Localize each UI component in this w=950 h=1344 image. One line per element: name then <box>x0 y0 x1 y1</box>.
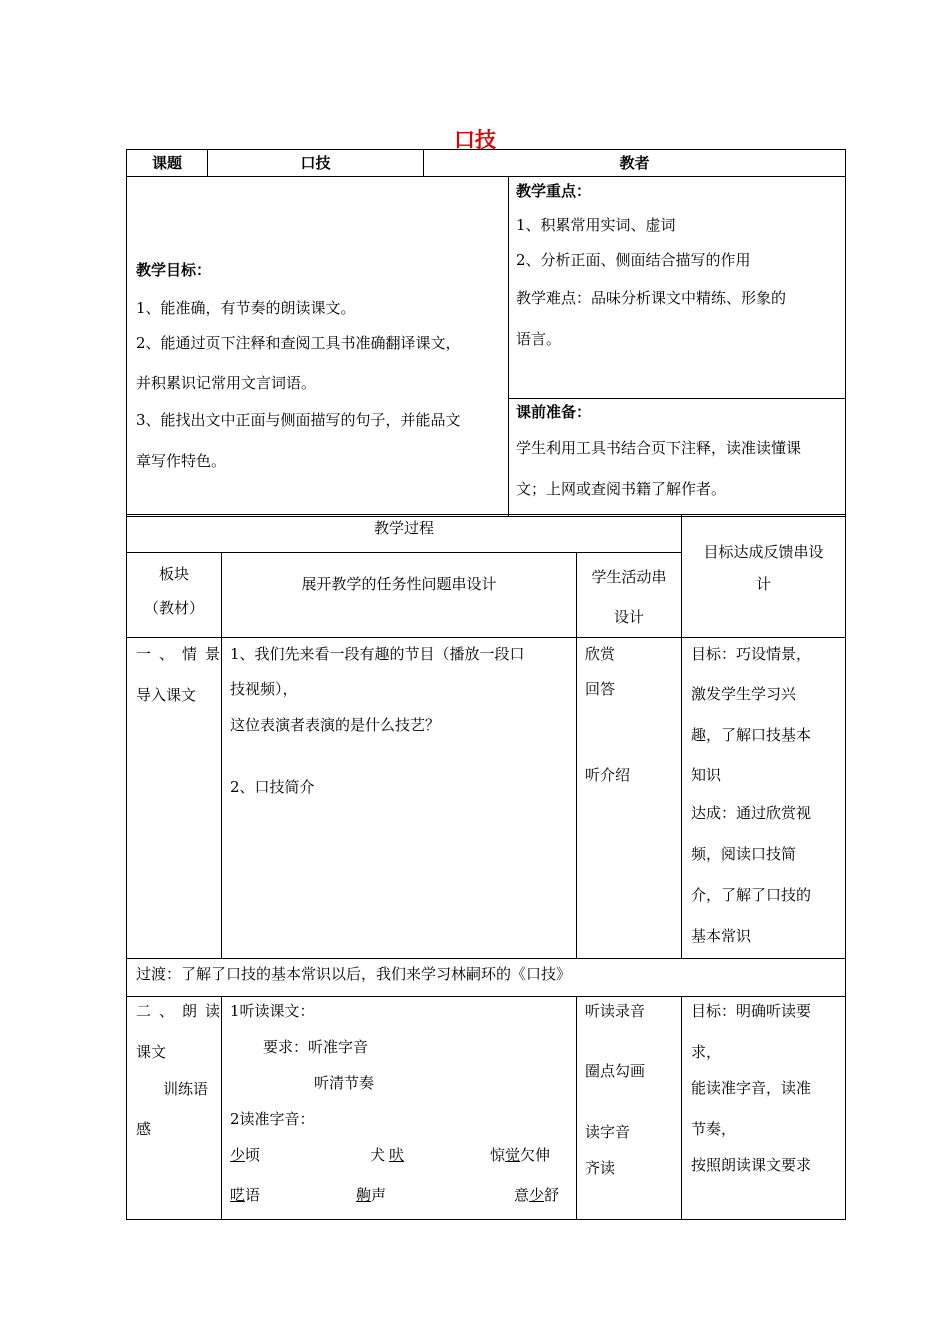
activity-line: 听介绍 <box>585 766 631 784</box>
difficulty-line: 语言。 <box>516 330 562 348</box>
section-header-line: （教材） <box>143 599 204 617</box>
feedback-line: 趣，了解口技基本 <box>691 726 812 744</box>
word-item <box>514 1186 559 1204</box>
activity-line: 回答 <box>585 680 616 698</box>
objective-line: 章写作特色。 <box>136 452 227 470</box>
key-points-cell <box>509 177 846 399</box>
word-char: 惊 <box>490 1146 506 1164</box>
task-line: 2读准字音： <box>230 1110 315 1128</box>
underlined-char: 觉 <box>505 1146 521 1164</box>
feedback-line: 求， <box>691 1043 722 1061</box>
feedback-heading-cell <box>682 515 846 638</box>
process-heading: 教学过程 <box>374 519 435 537</box>
task-line: 技视频）， <box>230 680 298 698</box>
task-line: 这位表演者表演的是什么技艺？ <box>230 716 441 734</box>
word-item <box>356 1186 386 1204</box>
feedback-line: 介，了解了口技的 <box>691 886 812 904</box>
section-line: 导入课文 <box>136 686 197 704</box>
feedback-heading-line: 计 <box>756 575 772 593</box>
word-item <box>370 1146 404 1164</box>
word-char: 语 <box>245 1186 261 1204</box>
activity-header-line: 学生活动串 <box>591 568 667 586</box>
task-line: 2、口技简介 <box>230 778 315 796</box>
section-line: 课文 <box>136 1043 167 1061</box>
process-heading-cell <box>127 515 682 553</box>
word-item <box>230 1186 260 1204</box>
preparation-line: 学生利用工具书结合页下注释，读准读懂课 <box>516 439 802 457</box>
word-item <box>490 1146 550 1164</box>
section-cell <box>127 997 229 1220</box>
section-header-line: 板块 <box>158 565 189 583</box>
word-char: 犬 <box>370 1146 386 1164</box>
word-item <box>230 1146 260 1164</box>
objective-line: 2、能通过页下注释和查阅工具书准确翻译课文， <box>136 334 461 352</box>
teacher-label: 教者 <box>424 150 846 177</box>
activity-cell <box>577 638 682 959</box>
page-title: 口技 <box>454 127 496 152</box>
underlined-char: 齁 <box>356 1186 372 1204</box>
feedback-line: 基本常识 <box>691 927 752 945</box>
transition-text: 过渡：了解了口技的基本常识以后，我们来学习林嗣环的《口技》 <box>136 965 572 983</box>
difficulty-line: 教学难点：品味分析课文中精练、形象的 <box>516 289 787 307</box>
task-line: 1听读课文： <box>230 1002 315 1020</box>
activity-line: 欣赏 <box>585 645 616 663</box>
word-char: 意 <box>514 1186 530 1204</box>
activity-line: 听读录音 <box>585 1002 646 1020</box>
feedback-line: 频，阅读口技简 <box>691 845 797 863</box>
key-point-line: 2、分析正面、侧面结合描写的作用 <box>516 251 751 269</box>
key-points-heading: 教学重点： <box>516 182 592 200</box>
section-line: 二、朗读 <box>136 1002 229 1020</box>
objective-line: 并积累识记常用文言词语。 <box>136 374 317 392</box>
section-column-header <box>127 553 222 638</box>
feedback-line: 目标：巧设情景， <box>691 645 812 663</box>
feedback-line: 激发学生学习兴 <box>691 685 797 703</box>
transition-cell <box>127 959 846 997</box>
topic-value: 口技 <box>208 150 424 177</box>
activity-line: 齐读 <box>585 1159 616 1177</box>
word-char: 欠伸 <box>520 1146 551 1164</box>
feedback-line: 能读准字音，读准 <box>691 1079 812 1097</box>
word-char: 顷 <box>245 1146 261 1164</box>
feedback-cell <box>682 638 846 959</box>
preparation-line: 文；上网或查阅书籍了解作者。 <box>516 480 727 498</box>
underlined-char: 少 <box>230 1146 246 1164</box>
tasks-cell <box>222 997 577 1220</box>
task-line: 1、我们先来看一段有趣的节目（播放一段口 <box>230 645 525 663</box>
objective-line: 1、能准确，有节奏的朗读课文。 <box>136 299 356 317</box>
word-char: 声 <box>371 1186 387 1204</box>
underlined-char: 呓 <box>230 1186 246 1204</box>
feedback-line: 目标：明确听读要 <box>691 1002 812 1020</box>
lesson-info-table <box>126 149 846 517</box>
feedback-line: 节奏， <box>691 1120 737 1138</box>
preparation-heading: 课前准备： <box>516 403 592 421</box>
section-cell <box>127 638 229 959</box>
tasks-cell <box>222 638 577 959</box>
activity-line: 圈点勾画 <box>585 1062 646 1080</box>
section-line: 一、情景 <box>136 645 229 663</box>
key-point-line: 1、积累常用实词、虚词 <box>516 216 676 234</box>
activity-header-line: 设计 <box>614 608 645 626</box>
feedback-line: 达成：通过欣赏视 <box>691 804 812 822</box>
section-line: 训练语 <box>163 1080 209 1098</box>
topic-label: 课题 <box>127 150 208 177</box>
objectives-heading: 教学目标： <box>136 261 212 279</box>
activity-line: 读字音 <box>585 1123 631 1141</box>
feedback-heading-line: 目标达成反馈串设 <box>703 543 824 561</box>
task-line: 要求：听准字音 <box>263 1038 369 1056</box>
task-line: 听清节奏 <box>314 1074 375 1092</box>
feedback-cell <box>682 997 846 1220</box>
feedback-line: 按照朗读课文要求 <box>691 1156 812 1174</box>
word-char: 舒 <box>544 1186 560 1204</box>
feedback-line: 知识 <box>691 766 722 784</box>
tasks-header-text: 展开教学的任务性问题串设计 <box>301 575 497 593</box>
underlined-char: 吠 <box>389 1146 405 1164</box>
objective-line: 3、能找出文中正面与侧面描写的句子，并能品文 <box>136 411 461 429</box>
objectives-cell <box>127 177 509 517</box>
section-line: 感 <box>136 1120 152 1138</box>
tasks-column-header <box>222 553 577 638</box>
underlined-char: 少 <box>529 1186 545 1204</box>
teaching-process-table <box>126 514 846 1220</box>
preparation-cell <box>509 399 846 517</box>
activity-column-header <box>577 553 682 638</box>
activity-cell <box>577 997 682 1220</box>
